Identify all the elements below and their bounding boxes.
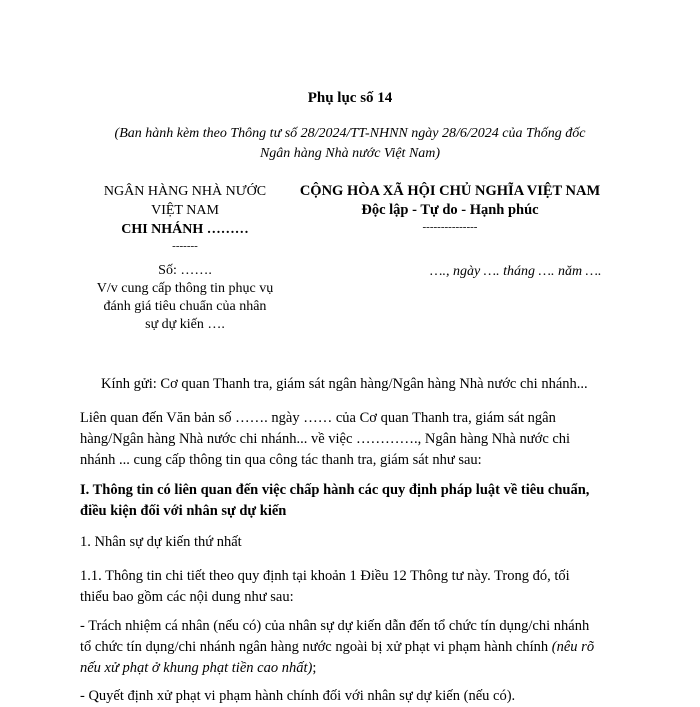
bullet-1-line3 — [80, 658, 620, 679]
issuer-org-line1: NGÂN HÀNG NHÀ NƯỚC — [103, 184, 267, 199]
bullet-1-line2-text: tổ chức tín dụng/chi nhánh ngân hàng nước ngoài bị xử phạt vi phạm hành chính — [80, 639, 552, 655]
bullet-2-line: - Quyết định xử phạt vi phạm hành chính đối với nhân sự dự kiến (nếu có). — [80, 688, 516, 704]
document-date: …., ngày …. tháng …. năm …. — [430, 264, 602, 279]
document-number-block — [60, 262, 310, 334]
nation-name: CỘNG HÒA XÃ HỘI CHỦ NGHĨA VIỆT NAM — [299, 183, 601, 199]
recipient-line: Kính gửi: Cơ quan Thanh tra, giám sát ngân hàng/Ngân hàng Nhà nước chi nhánh... — [101, 376, 588, 392]
item-1-heading: 1. Nhân sự dự kiến thứ nhất — [80, 534, 242, 550]
issued-note — [60, 124, 640, 164]
intro-paragraph — [80, 408, 620, 471]
nation-motto: Độc lập - Tự do - Hạnh phúc — [361, 202, 539, 218]
bullet-1-line2-note: (nêu rõ — [551, 639, 595, 655]
motto-divider: --------------- — [422, 221, 478, 233]
intro-line1: Liên quan đến Văn bản số ……. ngày …… của Cơ quan Thanh tra, giám sát ngân — [80, 410, 556, 426]
issuer-divider: ------- — [172, 240, 198, 252]
item-1-1-line1: 1.1. Thông tin chi tiết theo quy định tại khoản 1 Điều 12 Thông tư này. Trong đó, tối — [80, 568, 570, 584]
bullet-1-line2 — [80, 637, 620, 658]
bullet-1-line1: - Trách nhiệm cá nhân (nếu có) của nhân sự dự kiến dẫn đến tổ chức tín dụng/chi nhánh — [80, 618, 590, 634]
section-1-line2: điều kiện đối với nhân sự dự kiến — [80, 503, 287, 519]
section-1-line1: I. Thông tin có liên quan đến việc chấp hành các quy định pháp luật về tiêu chuẩn, — [80, 482, 590, 498]
intro-line3: nhánh ... cung cấp thông tin qua công tác thanh tra, giám sát như sau: — [80, 452, 482, 468]
item-1-1-paragraph — [80, 566, 620, 608]
bullet-1-line3-note: nếu xử phạt ở khung phạt tiền cao nhất) — [80, 660, 313, 676]
issued-note-line1: (Ban hành kèm theo Thông tư số 28/2024/TT-NHNN ngày 28/6/2024 của Thống đốc — [114, 126, 586, 141]
appendix-title: Phụ lục số 14 — [307, 90, 393, 106]
issuer-branch: CHI NHÁNH ……… — [121, 222, 249, 237]
issued-note-line2: Ngân hàng Nhà nước Việt Nam) — [259, 146, 441, 161]
subject-line1: V/v cung cấp thông tin phục vụ — [96, 281, 274, 296]
intro-line2: hàng/Ngân hàng Nhà nước chi nhánh... về việc …………., Ngân hàng Nhà nước chi — [80, 431, 571, 447]
item-1-1-line2: thiểu bao gồm các nội dung như sau: — [80, 589, 294, 605]
bullet-1-line3-end: ; — [312, 660, 317, 676]
section-1-heading — [80, 480, 620, 522]
issuer-org-line2: VIỆT NAM — [151, 203, 219, 218]
subject-line2: đánh giá tiêu chuẩn của nhân — [103, 299, 267, 314]
document-number: Số: ……. — [158, 263, 212, 278]
subject-line3: sự dự kiến …. — [145, 317, 225, 332]
national-header — [270, 182, 630, 234]
bullet-1-paragraph — [80, 616, 620, 679]
